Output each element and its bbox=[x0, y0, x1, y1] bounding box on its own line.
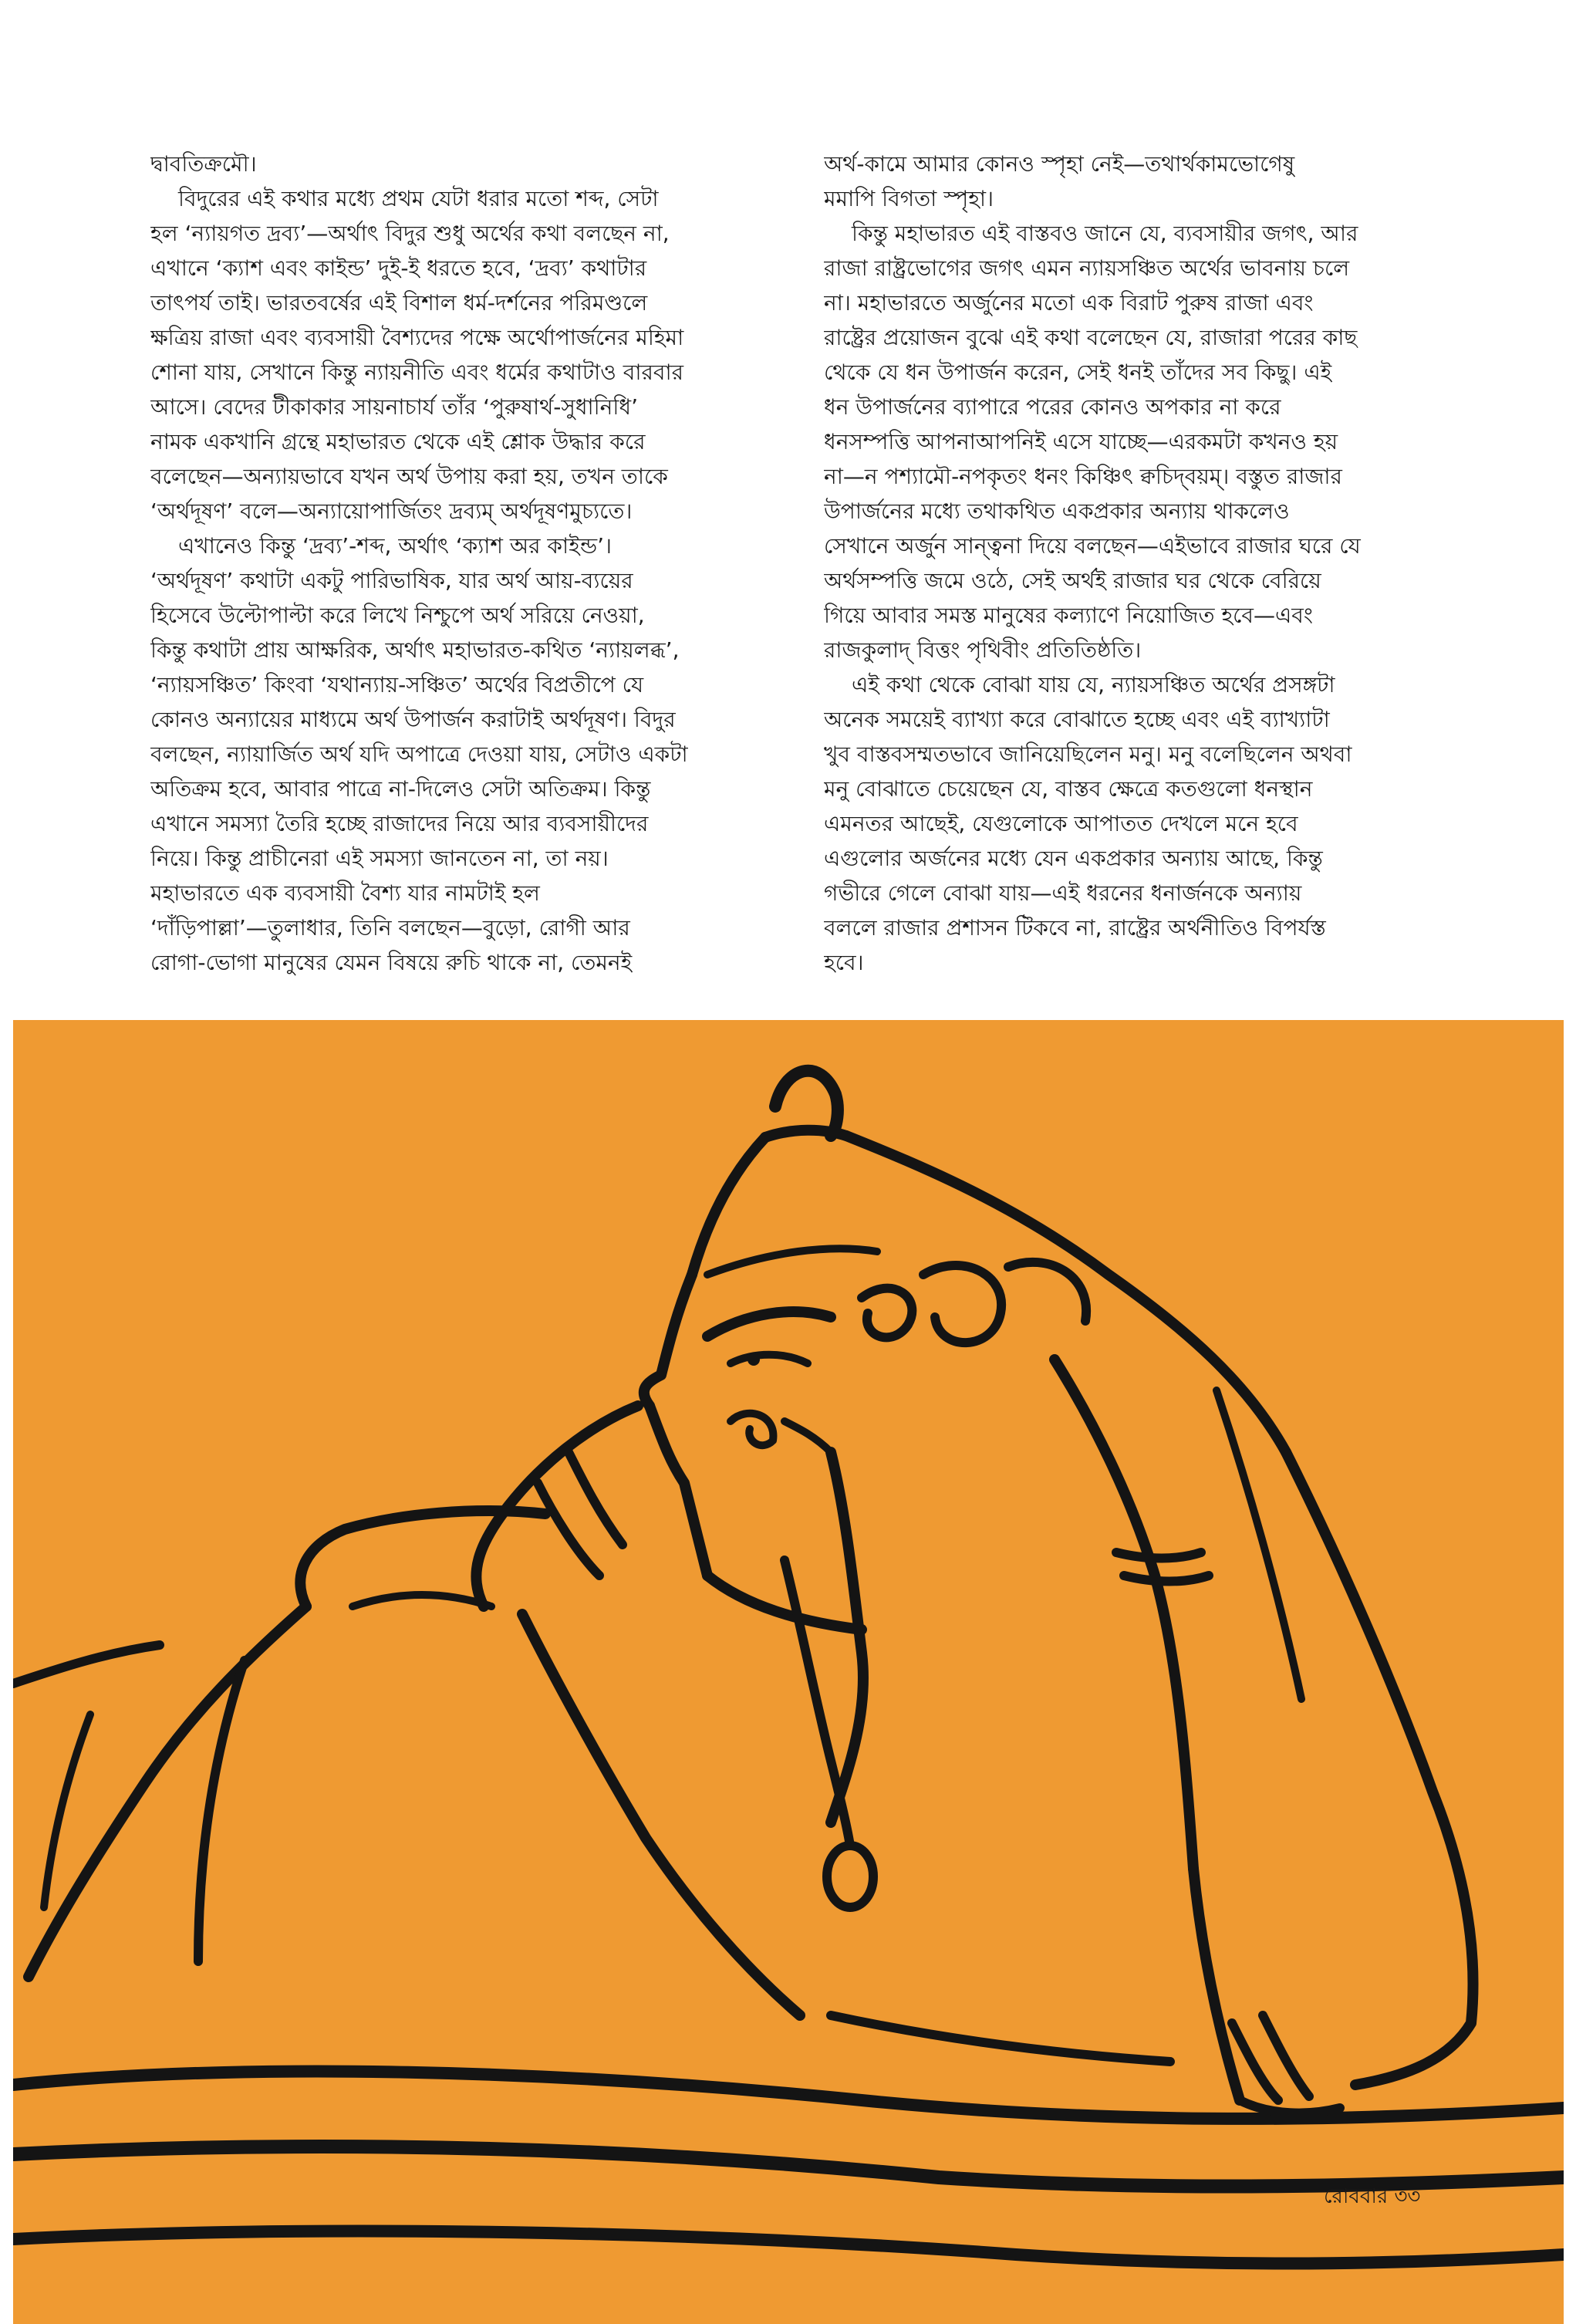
text-line: কোনও অন্যায়ের মাধ্যমে অর্থ উপার্জন করাটাই অর্থদূষণ। বিদুর bbox=[150, 707, 676, 732]
text-line: না। মহাভারতে অর্জুনের মতো এক বিরাট পুরুষ রাজা এবং bbox=[824, 290, 1314, 316]
text-line: থেকে যে ধন উপার্জন করেন, সেই ধনই তাঁদের সব কিছু। এই bbox=[824, 360, 1332, 385]
text-line: হবে। bbox=[824, 950, 864, 975]
text-line: মনু বোঝাতে চেয়েছেন যে, বাস্তব ক্ষেত্রে কতগুলো ধনস্থান bbox=[824, 776, 1313, 802]
text-line: খুব বাস্তবসম্মতভাবে জানিয়েছিলেন মনু। মনু বলেছিলেন অথবা bbox=[824, 741, 1352, 767]
illustration-background bbox=[13, 1020, 1564, 2324]
text-line: আসে। বেদের টীকাকার সায়নাচার্য তাঁর ‘পুরুষার্থ-সুধানিধি’ bbox=[150, 394, 638, 420]
text-line: রোগা-ভোগা মানুষের যেমন বিষয়ে রুচি থাকে না, তেমনই bbox=[150, 950, 633, 975]
text-line: ধনসম্পত্তি আপনাআপনিই এসে যাচ্ছে—এরকমটা কখনও হয় bbox=[824, 429, 1338, 454]
text-line: মহাভারতে এক ব্যবসায়ী বৈশ্য যার নামটাই হল bbox=[150, 880, 540, 906]
text-line: ক্ষত্রিয় রাজা এবং ব্যবসায়ী বৈশ্যদের পক্ষে অর্থোপার্জনের মহিমা bbox=[150, 325, 684, 350]
text-line: কিন্তু মহাভারত এই বাস্তবও জানে যে, ব্যবসায়ীর জগৎ, আর bbox=[852, 221, 1358, 246]
text-line: কিন্তু কথাটা প্রায় আক্ষরিক, অর্থাৎ মহাভারত-কথিত ‘ন্যায়লব্ধ’, bbox=[150, 637, 680, 663]
text-line: না—ন পশ্যামৌ-নপকৃতং ধনং কিঞ্চিৎ ক্বচিদ্‌বয়ম্‌। বস্তুত রাজার bbox=[824, 464, 1342, 489]
text-line: রাজকুলাদ্‌ বিত্তং পৃথিবীং প্রতিতিষ্ঠতি। bbox=[824, 637, 1142, 663]
text-line: এই কথা থেকে বোঝা যায় যে, ন্যায়সঞ্চিত অর্থের প্রসঙ্গটা bbox=[852, 672, 1335, 698]
text-line: অর্থসম্পত্তি জমে ওঠে, সেই অর্থই রাজার ঘর থেকে বেরিয়ে bbox=[824, 568, 1321, 593]
text-line: হিসেবে উল্টোপাল্টা করে লিখে নিশ্চুপে অর্থ সরিয়ে নেওয়া, bbox=[150, 603, 645, 628]
text-line: উপার্জনের মধ্যে তথাকথিত একপ্রকার অন্যায় থাকলেও bbox=[824, 498, 1290, 524]
text-line: এখানে ‘ক্যাশ এবং কাইন্ড’ দুই-ই ধরতে হবে, ‘দ্রব্য’ কথাটার bbox=[150, 255, 647, 281]
text-line: বিদুরের এই কথার মধ্যে প্রথম যেটা ধরার মতো শব্দ, সেটা bbox=[178, 186, 659, 211]
text-line: এগুলোর অর্জনের মধ্যে যেন একপ্রকার অন্যায় আছে, কিন্তু bbox=[824, 846, 1323, 871]
text-line: গিয়ে আবার সমস্ত মানুষের কল্যাণে নিয়োজিত হবে—এবং bbox=[824, 603, 1313, 628]
text-line: অতিক্রম হবে, আবার পাত্রে না-দিলেও সেটা অতিক্রম। কিন্তু bbox=[150, 776, 651, 802]
article-right-column bbox=[824, 147, 1441, 980]
text-line: বললে রাজার প্রশাসন টিকবে না, রাষ্ট্রের অর্থনীতিও বিপর্যস্ত bbox=[824, 915, 1326, 941]
text-line: এখানে সমস্যা তৈরি হচ্ছে রাজাদের নিয়ে আর ব্যবসায়ীদের bbox=[150, 811, 649, 836]
text-line: ধন উপার্জনের ব্যাপারে পরের কোনও অপকার না করে bbox=[824, 394, 1281, 420]
text-line: এমনতর আছেই, যেগুলোকে আপাতত দেখলে মনে হবে bbox=[824, 811, 1298, 836]
text-line: ‘অর্থদূষণ’ বলে—অন্যায়োপার্জিতং দ্রব্যম্‌ অর্থদূষণমুচ্যতে। bbox=[150, 498, 633, 524]
text-line: নামক একখানি গ্রন্থে মহাভারত থেকে এই শ্লোক উদ্ধার করে bbox=[150, 429, 646, 454]
text-line: রাষ্ট্রের প্রয়োজন বুঝে এই কথা বলেছেন যে, রাজারা পরের কাছ bbox=[824, 325, 1358, 350]
text-line: নিয়ে। কিন্তু প্রাচীনেরা এই সমস্যা জানতেন না, তা নয়। bbox=[150, 846, 609, 871]
page-number-label: রোববার ৩৩ bbox=[1324, 2185, 1421, 2208]
text-line: হল ‘ন্যায়গত দ্রব্য’—অর্থাৎ বিদুর শুধু অর্থের কথা বলছেন না, bbox=[150, 221, 670, 246]
text-line: গভীরে গেলে বোঝা যায়—এই ধরনের ধনার্জনকে অন্যায় bbox=[824, 880, 1302, 906]
text-line: মমাপি বিগতা স্পৃহা। bbox=[824, 186, 994, 211]
text-line: রাজা রাষ্ট্রভোগের জগৎ এমন ন্যায়সঞ্চিত অর্থের ভাবনায় চলে bbox=[824, 255, 1350, 281]
reclining-sage-illustration bbox=[13, 1020, 1564, 2324]
text-line: ‘অর্থদূষণ’ কথাটা একটু পারিভাষিক, যার অর্থ আয়-ব্যয়ের bbox=[150, 568, 633, 593]
text-line: ‘দাঁড়িপাল্লা’—তুলাধার, তিনি বলছেন—বুড়ো, রোগী আর bbox=[150, 915, 630, 941]
text-line: সেখানে অর্জুন সান্ত্বনা দিয়ে বলছেন—এইভাবে রাজার ঘরে যে bbox=[824, 533, 1361, 559]
text-line: দ্বাবতিক্রমৌ। bbox=[150, 151, 257, 177]
text-line: অনেক সময়েই ব্যাখ্যা করে বোঝাতে হচ্ছে এবং এই ব্যাখ্যাটা bbox=[824, 707, 1330, 732]
article-left-column bbox=[150, 147, 760, 980]
text-line: শোনা যায়, সেখানে কিন্তু ন্যায়নীতি এবং ধর্মের কথাটাও বারবার bbox=[150, 360, 684, 385]
text-line: এখানেও কিন্তু ‘দ্রব্য’-শব্দ, অর্থাৎ ‘ক্যাশ অর কাইন্ড’। bbox=[178, 533, 612, 559]
text-line: ‘ন্যায়সঞ্চিত’ কিংবা ‘যথান্যায়-সঞ্চিত’ অর্থের বিপ্রতীপে যে bbox=[150, 672, 644, 698]
text-line: বলছেন, ন্যায়ার্জিত অর্থ যদি অপাত্রে দেওয়া যায়, সেটাও একটা bbox=[150, 741, 688, 767]
text-line: বলেছেন—অন্যায়ভাবে যখন অর্থ উপায় করা হয়, তখন তাকে bbox=[150, 464, 668, 489]
text-line: তাৎপর্য তাই। ভারতবর্ষের এই বিশাল ধর্ম-দর্শনের পরিমণ্ডলে bbox=[150, 290, 648, 316]
text-line: অর্থ-কামে আমার কোনও স্পৃহা নেই—তথার্থকামভোগেষু bbox=[824, 151, 1295, 177]
